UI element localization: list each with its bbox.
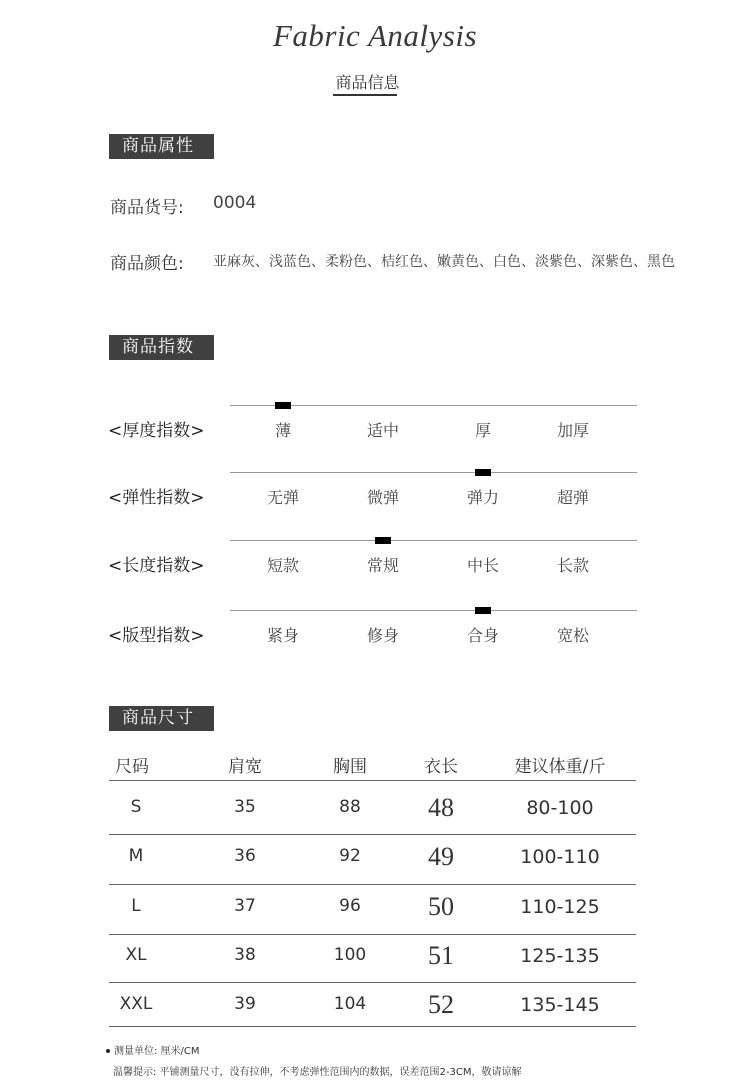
table-cell: L [131, 896, 141, 916]
table-cell: S [130, 797, 142, 817]
table-cell: 36 [234, 846, 256, 866]
index-option: 紧身 [266, 626, 299, 645]
index-label: <长度指数> [108, 556, 205, 576]
table-cell: 92 [339, 846, 361, 866]
title-english: Fabric Analysis [272, 18, 478, 53]
index-option: 超弹 [556, 488, 589, 507]
index-scale-line [230, 610, 637, 611]
table-cell: 35 [234, 797, 256, 817]
table-cell: 49 [428, 842, 454, 871]
title-chinese: 商品信息 [335, 73, 400, 92]
index-option: 微弹 [366, 488, 399, 507]
index-scale-line [230, 405, 637, 406]
note-unit [106, 1042, 200, 1057]
table-divider [109, 982, 636, 983]
table-cell: 52 [428, 990, 454, 1019]
table-cell: 135-145 [520, 994, 600, 1016]
index-option: 合身 [466, 626, 499, 645]
table-divider [109, 780, 636, 781]
table-header-cell: 胸围 [333, 757, 367, 777]
index-label: <弹性指数> [108, 488, 205, 508]
index-option: 弹力 [466, 488, 499, 507]
note-unit-text: 测量单位: 厘米/CM [114, 1046, 200, 1057]
table-cell: 48 [428, 793, 454, 822]
table-cell: 100-110 [520, 846, 600, 868]
colors-label: 商品颜色: [110, 254, 184, 274]
index-scale-line [230, 472, 637, 473]
table-cell: 80-100 [526, 797, 594, 819]
index-option: 短款 [266, 556, 299, 575]
table-cell: XXL [119, 994, 153, 1014]
title-underline [333, 94, 397, 96]
table-header-cell: 建议体重/斤 [514, 757, 606, 777]
index-marker [375, 537, 391, 544]
table-cell: 50 [428, 892, 454, 921]
index-option: 修身 [366, 626, 399, 645]
index-marker [475, 607, 491, 614]
table-cell: 38 [234, 945, 256, 965]
index-option: 无弹 [266, 488, 299, 507]
section-header-indices: 商品指数 [109, 335, 214, 360]
index-label: <厚度指数> [108, 421, 205, 441]
bullet-dot [106, 1049, 110, 1053]
table-header-cell: 肩宽 [228, 757, 262, 777]
table-cell: XL [125, 945, 147, 965]
item-no-label: 商品货号: [110, 198, 184, 218]
table-header-cell: 衣长 [424, 757, 458, 777]
table-cell: 96 [339, 896, 361, 916]
table-divider [109, 934, 636, 935]
index-option: 常规 [366, 556, 399, 575]
table-cell: 100 [333, 945, 367, 965]
colors-value: 亚麻灰、浅蓝色、柔粉色、桔红色、嫩黄色、白色、淡紫色、深紫色、黑色 [213, 254, 675, 270]
index-option: 厚 [474, 421, 491, 440]
index-scale-line [230, 540, 637, 541]
index-option: 长款 [556, 556, 589, 575]
note-tip: 温馨提示: 平铺测量尺寸，没有拉伸，不考虑弹性范围内的数据，误差范围2-3CM，敬请谅解 [113, 1067, 522, 1078]
index-option: 宽松 [556, 626, 589, 645]
item-no-value: 0004 [213, 193, 257, 213]
index-option: 加厚 [556, 421, 589, 440]
index-option: 薄 [274, 421, 291, 440]
table-cell: 37 [234, 896, 256, 916]
index-option: 中长 [466, 556, 499, 575]
section-header-attributes: 商品属性 [109, 134, 214, 159]
table-divider [109, 834, 636, 835]
table-divider [109, 884, 636, 885]
table-cell: 125-135 [520, 945, 600, 967]
table-cell: 39 [234, 994, 256, 1014]
section-header-size: 商品尺寸 [109, 706, 214, 731]
table-cell: M [128, 846, 144, 866]
index-marker [275, 402, 291, 409]
table-cell: 51 [428, 941, 454, 970]
table-divider [109, 1026, 636, 1027]
index-option: 适中 [366, 421, 399, 440]
table-cell: 104 [333, 994, 367, 1014]
table-header-cell: 尺码 [115, 757, 149, 777]
table-cell: 88 [339, 797, 361, 817]
table-cell: 110-125 [520, 896, 600, 918]
index-marker [475, 469, 491, 476]
index-label: <版型指数> [108, 626, 205, 646]
